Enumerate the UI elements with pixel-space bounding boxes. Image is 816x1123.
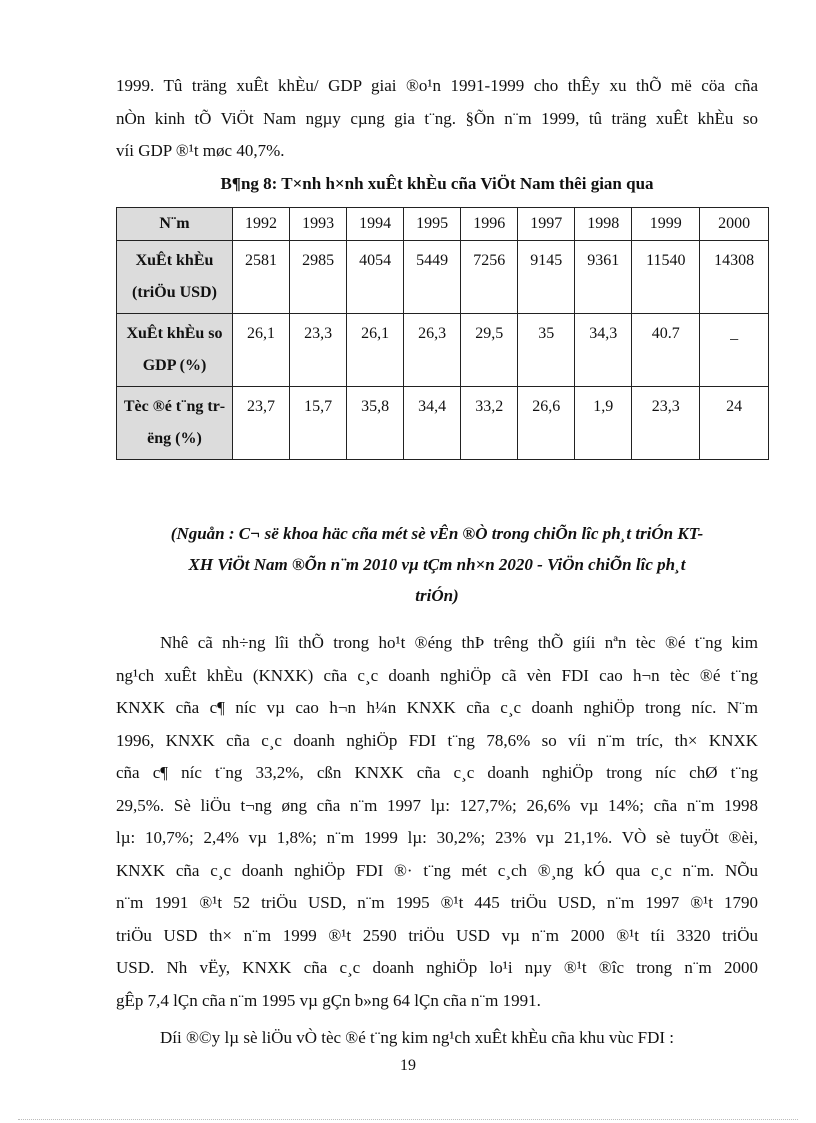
body-line-7: lµ: 10,7%; 2,4% vµ 1,8%; n¨m 1999 lµ: 30,2%; 23% vµ 21,1%. VÒ sè tuyÖt ®èi, bbox=[116, 828, 758, 847]
body-line-1: Nhê cã nh÷ng lîi thÕ trong ho¹t ®éng thÞ trêng thÕ giíi nªn tèc ®é t¨ng kim bbox=[160, 633, 758, 652]
table-cell: 9361 bbox=[575, 241, 632, 314]
body-paragraph bbox=[116, 627, 758, 1017]
table-cell: 11540 bbox=[632, 241, 700, 314]
row-label: XuÊt khÈu so GDP (%) bbox=[117, 314, 233, 387]
source-note bbox=[116, 518, 758, 611]
table-cell: 26,6 bbox=[518, 387, 575, 460]
intro-line-1: 1999. Tû träng xuÊt khÈu/ GDP giai ®o¹n 1991-1999 cho thÊy xu thÕ më cöa cña bbox=[116, 76, 758, 95]
closing-line: Díi ®©y lµ sè liÖu vÒ tèc ®é t¨ng kim ng¹ch xuÊt khÈu cña khu vùc FDI : bbox=[160, 1028, 674, 1047]
body-line-6: 29,5%. Sè liÖu t¬ng øng cña n¨m 1997 lµ: 127,7%; 26,6% vµ 14%; cña n¨m 1998 bbox=[116, 795, 758, 815]
source-line-3: triÓn) bbox=[415, 586, 459, 605]
row-label: N¨m bbox=[117, 208, 233, 241]
table-row bbox=[117, 208, 769, 241]
table-cell: 1993 bbox=[290, 208, 347, 241]
body-line-5: cña c¶ níc t¨ng 33,2%, cßn KNXK cña c¸c doanh nghiÖp trong níc chØ t¨ng bbox=[116, 763, 758, 782]
table-cell: 1999 bbox=[632, 208, 700, 241]
table-cell: 24 bbox=[700, 387, 769, 460]
body-line-10: triÖu USD th× n¨m 1999 ®¹t 2590 triÖu USD vµ n¨m 2000 ®¹t tíi 3320 triÖu bbox=[116, 925, 758, 945]
table-row bbox=[117, 387, 769, 460]
table-cell: 29,5 bbox=[461, 314, 518, 387]
table-cell: 23,7 bbox=[233, 387, 290, 460]
table-cell: 1996 bbox=[461, 208, 518, 241]
table-cell: 1,9 bbox=[575, 387, 632, 460]
page-bottom-rule bbox=[18, 1119, 798, 1120]
table-cell: 5449 bbox=[404, 241, 461, 314]
intro-line-2: nÒn kinh tÕ ViÖt Nam ngµy cµng gia t¨ng. §Õn n¨m 1999, tû träng xuÊt khÈu so bbox=[116, 108, 758, 128]
table-cell: 1998 bbox=[575, 208, 632, 241]
export-table bbox=[116, 207, 769, 460]
table-cell: 23,3 bbox=[290, 314, 347, 387]
body-line-2: ng¹ch xuÊt khÈu (KNXK) cña c¸c doanh nghiÖp cã vèn FDI cao h¬n tèc ®é t¨ng bbox=[116, 665, 758, 685]
table-cell: 1992 bbox=[233, 208, 290, 241]
row-label: XuÊt khÈu (triÖu USD) bbox=[117, 241, 233, 314]
intro-line-3: víi GDP ®¹t møc 40,7%. bbox=[116, 141, 285, 160]
table-cell: 26,1 bbox=[347, 314, 404, 387]
body-line-9: n¨m 1991 ®¹t 52 triÖu USD, n¨m 1995 ®¹t 445 triÖu USD, n¨m 1997 ®¹t 1790 bbox=[116, 893, 758, 912]
table-cell: 2985 bbox=[290, 241, 347, 314]
intro-paragraph bbox=[116, 70, 758, 168]
source-line-1: (Nguån : C¬ së khoa häc cña mét sè vÊn ®Ò trong chiÕn lîc ph¸t triÓn KT- bbox=[170, 524, 704, 543]
table-cell: 9145 bbox=[518, 241, 575, 314]
source-line-2: XH ViÖt Nam ®Õn n¨m 2010 vµ tÇm nh×n 2020 - ViÖn chiÕn lîc ph¸t bbox=[188, 555, 686, 574]
table-cell: 1997 bbox=[518, 208, 575, 241]
table-cell: 14308 bbox=[700, 241, 769, 314]
page-number: 19 bbox=[400, 1057, 416, 1074]
table-cell: 2000 bbox=[700, 208, 769, 241]
table-cell: 33,2 bbox=[461, 387, 518, 460]
table-cell: 23,3 bbox=[632, 387, 700, 460]
table-cell: 34,4 bbox=[404, 387, 461, 460]
table-cell: 26,3 bbox=[404, 314, 461, 387]
table-cell: 1995 bbox=[404, 208, 461, 241]
table-caption: B¶ng 8: T×nh h×nh xuÊt khÈu cña ViÖt Nam thêi gian qua bbox=[220, 174, 654, 193]
table-cell: 35,8 bbox=[347, 387, 404, 460]
body-line-3: KNXK cña c¶ níc vµ cao h¬n h¼n KNXK cña c¸c doanh nghiÖp trong níc. N¨m bbox=[116, 698, 758, 717]
table-cell: 26,1 bbox=[233, 314, 290, 387]
body-line-8: KNXK cña c¸c doanh nghiÖp FDI ®· t¨ng mét c¸ch ®¸ng kÓ qua c¸c n¨m. NÕu bbox=[116, 860, 758, 880]
table-cell: 4054 bbox=[347, 241, 404, 314]
table-cell: 1994 bbox=[347, 208, 404, 241]
table-row bbox=[117, 241, 769, 314]
row-label: Tèc ®é t¨ng trëng (%) bbox=[117, 387, 233, 460]
table-cell: 7256 bbox=[461, 241, 518, 314]
table-cell: 35 bbox=[518, 314, 575, 387]
table-cell: 34,3 bbox=[575, 314, 632, 387]
table-row bbox=[117, 314, 769, 387]
table-cell: 2581 bbox=[233, 241, 290, 314]
body-line-12: gÊp 7,4 lÇn cña n¨m 1995 vµ gÇn b»ng 64 lÇn cña n¨m 1991. bbox=[116, 990, 541, 1010]
body-line-11: USD. Nh vËy, KNXK cña c¸c doanh nghiÖp lo¹i nµy ®¹t ®îc trong n¨m 2000 bbox=[116, 958, 758, 977]
table-cell: 40.7 bbox=[632, 314, 700, 387]
table-cell: _ bbox=[700, 314, 769, 387]
body-line-4: 1996, KNXK cña c¸c doanh nghiÖp FDI t¨ng 78,6% so víi n¨m tríc, th× KNXK bbox=[116, 730, 758, 750]
table-cell: 15,7 bbox=[290, 387, 347, 460]
